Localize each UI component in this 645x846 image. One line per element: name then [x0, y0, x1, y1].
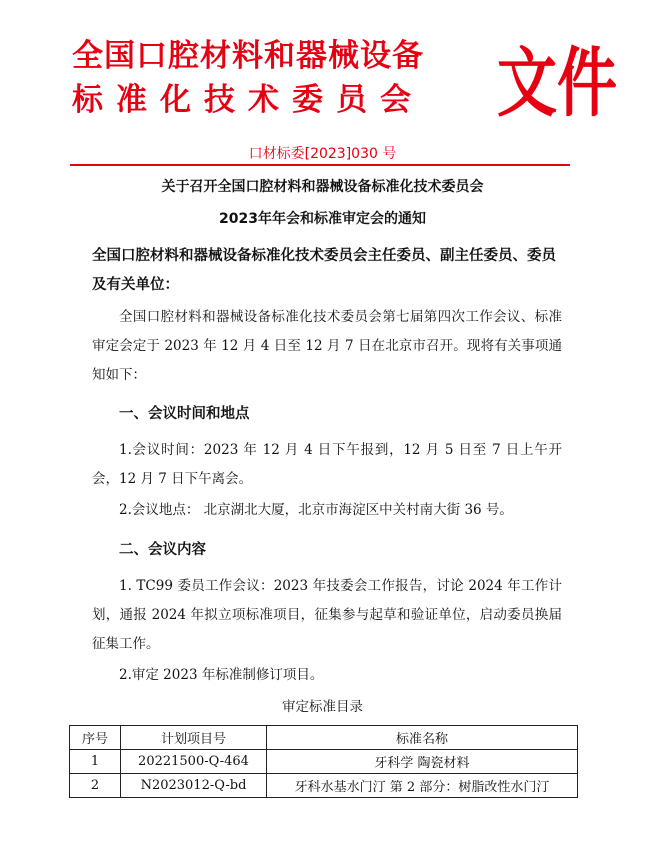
header-serial: 序号: [70, 726, 121, 750]
meeting-time-paragraph: 1.会议时间：2023 年 12 月 4 日下午报到，12 月 5 日至 7 日上午开会，12 月 7 日下午离会。: [92, 442, 562, 487]
organization-line-1: 全国口腔材料和器械设备: [72, 38, 424, 74]
content-item-2: 2.审定 2023 年标准制修订项目。: [119, 667, 324, 683]
standards-table: [69, 725, 578, 798]
red-divider: [70, 164, 570, 166]
document-label: 文件: [497, 40, 617, 128]
table-header-row: [70, 726, 578, 750]
notice-title-line-1: 关于召开全国口腔材料和器械设备标准化技术委员会: [161, 179, 484, 195]
row-plan-number: 20221500-Q-464: [121, 750, 267, 774]
row-standard-name: 牙科学 陶瓷材料: [267, 750, 578, 774]
header-standard-name: 标准名称: [267, 726, 578, 750]
issuing-organization: [72, 34, 492, 122]
section-heading-content: 二、会议内容: [119, 542, 206, 558]
header-plan-number: 计划项目号: [121, 726, 267, 750]
row-standard-name: 牙科水基水门汀 第 2 部分：树脂改性水门汀: [267, 774, 578, 798]
row-plan-number: N2023012-Q-bd: [121, 774, 267, 798]
document-number: 口材标委[2023]030 号: [248, 146, 397, 162]
addressee: 全国口腔材料和器械设备标准化技术委员会主任委员、副主任委员、委员及有关单位：: [92, 248, 556, 293]
content-item-1: 1. TC99 委员工作会议：2023 年技委会工作报告，讨论 2024 年工作计划，通报 2024 年拟立项标准项目，征集参与起草和验证单位，启动委员换届征集工作。: [92, 578, 562, 652]
row-serial: 2: [70, 774, 121, 798]
table-row: [70, 774, 578, 798]
section-heading-time-place: 一、会议时间和地点: [119, 406, 250, 422]
row-serial: 1: [70, 750, 121, 774]
notice-title-line-2: 2023年年会和标准审定会的通知: [219, 211, 426, 227]
table-title: 审定标准目录: [282, 699, 363, 715]
organization-line-2: 标准化技术委员会: [72, 82, 424, 118]
meeting-place-paragraph: 2.会议地点： 北京湖北大厦，北京市海淀区中关村南大街 36 号。: [119, 502, 513, 518]
intro-paragraph: 全国口腔材料和器械设备标准化技术委员会第七届第四次工作会议、标准审定会定于 2023 年 12 月 4 日至 12 月 7 日在北京市召开。现将有关事项通知如下：: [92, 309, 562, 383]
table-row: [70, 750, 578, 774]
